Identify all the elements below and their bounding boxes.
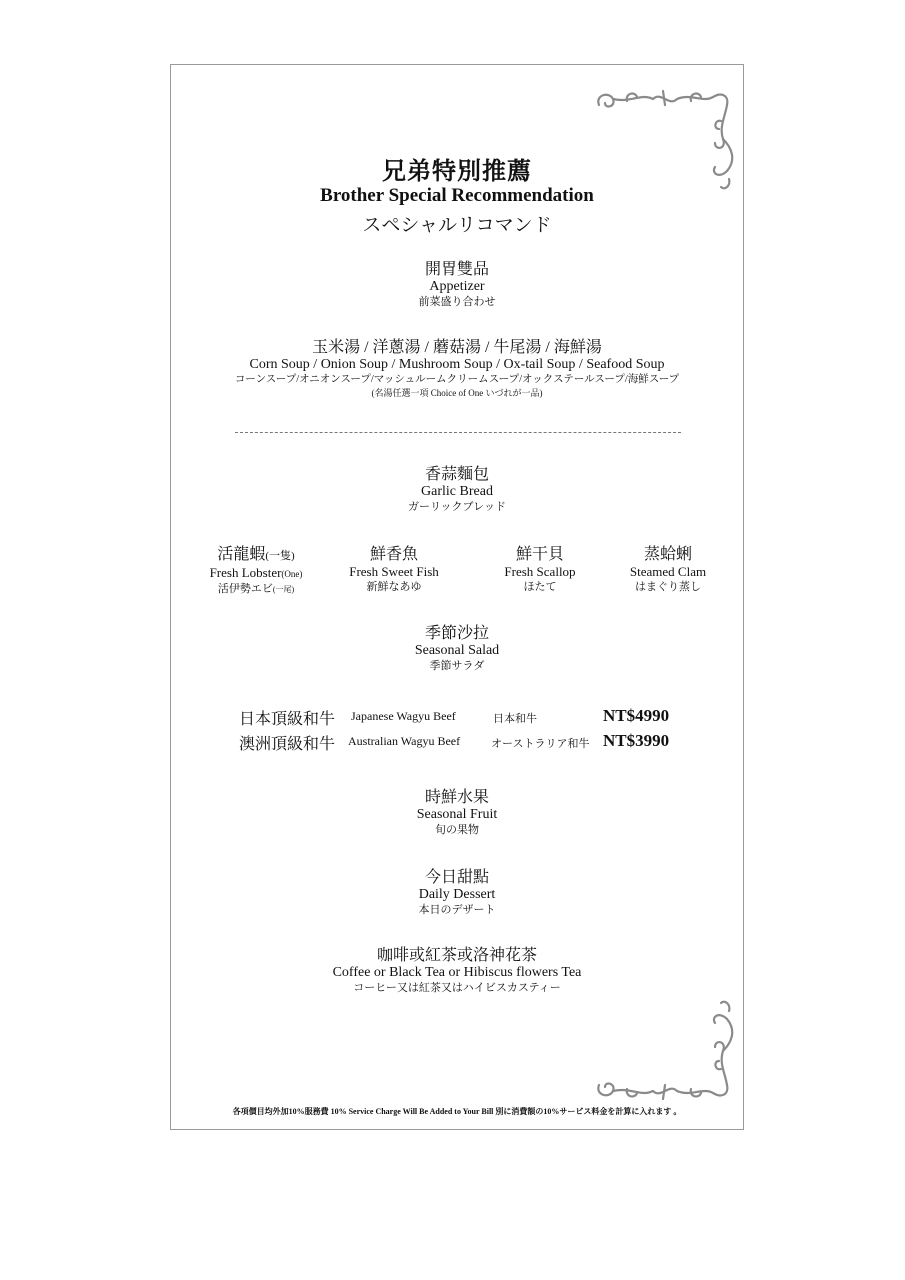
seafood-item-sweetfish xyxy=(329,546,459,594)
dessert-section xyxy=(171,869,743,917)
salad-ja: 季節サラダ xyxy=(429,660,485,672)
bread-section xyxy=(171,466,743,514)
seafood-zh: 鮮干貝 xyxy=(515,546,564,563)
dessert-ja: 本日のデザート xyxy=(418,904,496,916)
fruit-zh: 時鮮水果 xyxy=(424,789,489,806)
seafood-item-clam xyxy=(603,546,733,594)
seafood-item-lobster xyxy=(191,546,321,597)
dessert-zh: 今日甜點 xyxy=(424,869,489,886)
wagyu-ja: 日本和牛 xyxy=(493,713,537,725)
seafood-en: Fresh Sweet Fish xyxy=(349,564,439,579)
seafood-zh: 蒸蛤蜊 xyxy=(643,546,692,563)
salad-zh: 季節沙拉 xyxy=(424,625,489,642)
seafood-en: Fresh Scallop xyxy=(504,564,576,579)
wagyu-price: NT$3990 xyxy=(603,731,670,750)
seafood-item-scallop xyxy=(475,546,605,594)
seafood-zh-small: (一隻) xyxy=(265,550,295,562)
menu-card xyxy=(170,64,744,1130)
appetizer-zh: 開胃雙品 xyxy=(424,261,489,278)
appetizer-en: Appetizer xyxy=(429,279,485,294)
seafood-zh: 鮮香魚 xyxy=(369,546,418,563)
dessert-en: Daily Dessert xyxy=(418,887,496,902)
soup-zh: 玉米湯 / 洋蔥湯 / 蘑菇湯 / 牛尾湯 / 海鮮湯 xyxy=(312,339,602,356)
bread-en: Garlic Bread xyxy=(421,484,493,499)
page-title-zh: 兄弟特別推薦 xyxy=(382,159,532,185)
wagyu-en: Australian Wagyu Beef xyxy=(348,734,461,748)
soup-en: Corn Soup / Onion Soup / Mushroom Soup / Ox-tail Soup / Seafood Soup xyxy=(249,357,665,372)
bread-zh: 香蒜麵包 xyxy=(424,466,489,483)
bread-ja: ガーリックブレッド xyxy=(407,501,506,513)
drink-section xyxy=(171,947,743,995)
drink-en: Coffee or Black Tea or Hibiscus flowers Tea xyxy=(332,965,582,980)
wagyu-ja: オーストラリア和牛 xyxy=(491,738,590,750)
soup-section xyxy=(171,339,743,399)
seafood-en-small: (One) xyxy=(281,569,303,579)
seafood-zh: 活龍蝦 xyxy=(217,546,266,563)
seafood-ja: 活伊勢エビ xyxy=(217,583,273,595)
section-divider xyxy=(235,432,681,433)
seafood-en: Fresh Lobster xyxy=(209,565,282,580)
appetizer-section xyxy=(171,261,743,309)
salad-section xyxy=(171,625,743,673)
page-title-en: Brother Special Recommendation xyxy=(320,185,594,206)
soup-ja: コーンスープ/オニオンスープ/マッシュルームクリームスープ/オックステールスープ/海鮮スープ xyxy=(234,374,680,385)
appetizer-ja: 前菜盛り合わせ xyxy=(418,296,496,308)
wagyu-en: Japanese Wagyu Beef xyxy=(351,709,456,723)
fruit-ja: 旬の果物 xyxy=(435,824,479,836)
seafood-ja: ほたて xyxy=(523,581,557,593)
drink-zh: 咖啡或紅茶或洛神花茶 xyxy=(376,947,537,964)
fruit-en: Seasonal Fruit xyxy=(416,807,498,822)
page-title-ja: スペシャルリコマンド xyxy=(362,215,552,236)
fruit-section xyxy=(171,789,743,837)
wagyu-zh: 澳洲頂級和牛 xyxy=(239,736,336,753)
salad-en: Seasonal Salad xyxy=(414,643,500,658)
wagyu-price: NT$4990 xyxy=(603,706,670,725)
drink-ja: コーヒー又は紅茶又はハイビスカスティー xyxy=(353,982,561,994)
seafood-ja: 新鮮なあゆ xyxy=(366,581,422,593)
corner-ornament-bottom-icon xyxy=(591,997,741,1107)
seafood-ja-small: (一尾) xyxy=(272,585,295,594)
seafood-en: Steamed Clam xyxy=(629,564,707,579)
wagyu-zh: 日本頂級和牛 xyxy=(239,711,336,728)
soup-note: (名湯任選一項 Choice of One いづれが一品) xyxy=(371,388,543,398)
seafood-ja: はまぐり蒸し xyxy=(635,581,701,593)
service-charge-note: 各項價目均外加10%服務費 10% Service Charge Will Be Added to Your Bill 別に消費額の10%サービス料金を計算に入れます 。 xyxy=(232,1107,682,1116)
